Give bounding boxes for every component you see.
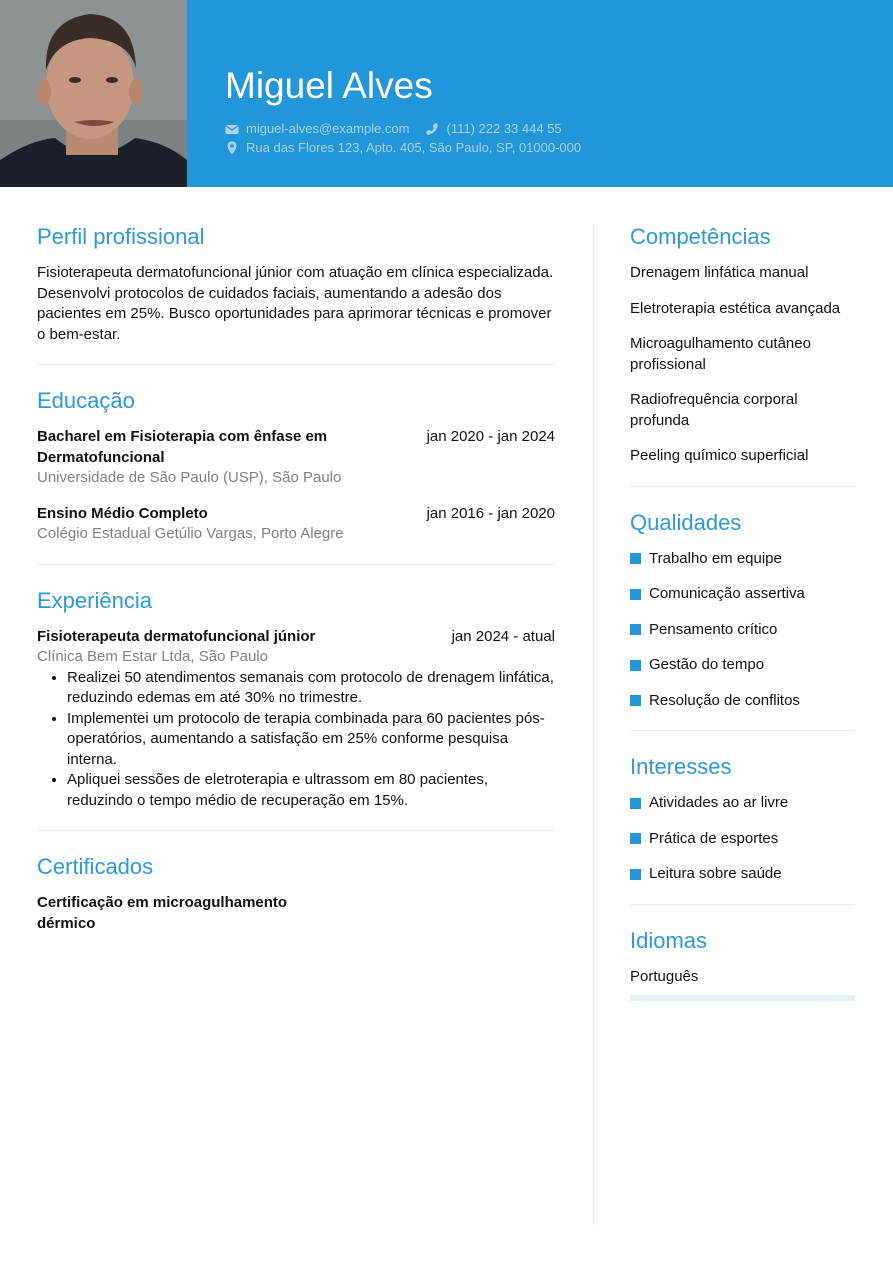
main-column	[37, 222, 555, 934]
achievement-item: • Apliquei sessões de eletroterapia e ultrassom em 80 pacientes, reduzindo o tempo médio de recuperação em 15%.	[67, 770, 555, 811]
education-entry	[37, 504, 555, 545]
section-title-languages: Idiomas	[630, 927, 708, 953]
achievement-item: • Realizei 50 atendimentos semanais com protocolo de drenagem linfática, reduzindo edemas em até 30% no trimestre.	[67, 668, 555, 709]
quality-label: Gestão do tempo	[649, 656, 765, 673]
skill-item: Radiofrequência corporal profunda	[630, 391, 798, 429]
job-title: Fisioterapeuta dermatofuncional júnior	[37, 627, 316, 645]
achievement-item: • Implementei um protocolo de terapia combinada para 60 pacientes pós-operatórios, aumentando a satisfação em 25% conforme pesquisa interna.	[67, 709, 555, 771]
section-divider	[630, 730, 855, 731]
phone-icon	[425, 122, 439, 136]
phone-number[interactable]: (111) 222 33 444 55	[446, 121, 562, 136]
languages-section	[630, 926, 855, 1002]
map-marker-icon	[225, 141, 239, 155]
square-bullet-icon	[630, 798, 641, 809]
sidebar-column	[630, 222, 855, 1001]
quality-label: Resolução de conflitos	[649, 691, 800, 709]
address: Rua das Flores 123, Apto. 405, São Paulo, SP, 01000-000	[246, 140, 582, 155]
quality-label: Trabalho em equipe	[649, 549, 782, 567]
school-name: Universidade de São Paulo (USP), São Paulo	[37, 469, 342, 486]
section-title-skills: Competências	[630, 224, 771, 249]
interest-label: Prática de esportes	[649, 829, 779, 847]
profile-summary: Fisioterapeuta dermatofuncional júnior com atuação em clínica especializada. Desenvolvi protocolos de cuidados faciais, aumentando a adesão dos pacientes em 25%. Busco oportunidades para aprimorar técnicas e promover o bem-estar.	[37, 264, 554, 343]
qualities-section	[630, 508, 855, 712]
quality-item	[630, 584, 855, 605]
education-dates: jan 2016 - jan 2020	[426, 504, 555, 522]
degree-title: Bacharel em Fisioterapia com ênfase em Dermatofuncional	[37, 428, 328, 466]
interest-item	[630, 864, 855, 885]
job-dates: jan 2024 - atual	[451, 627, 555, 645]
interest-label: Leitura sobre saúde	[649, 865, 782, 882]
resume-header	[0, 0, 893, 187]
certificate-item: Certificação em microagulhamento dérmico	[37, 894, 288, 932]
education-dates: jan 2020 - jan 2024	[426, 428, 555, 445]
square-bullet-icon	[630, 660, 641, 671]
interest-item	[630, 793, 855, 814]
interest-label: Atividades ao ar livre	[649, 794, 789, 811]
school-name: Colégio Estadual Getúlio Vargas, Porto Alegre	[37, 525, 344, 542]
section-title-qualities: Qualidades	[630, 509, 742, 535]
quality-item	[630, 655, 855, 676]
company-name: Clínica Bem Estar Ltda, São Paulo	[37, 648, 268, 665]
profile-photo	[0, 0, 187, 187]
contact-line-2	[225, 140, 581, 156]
square-bullet-icon	[630, 553, 641, 564]
interest-item	[630, 829, 855, 850]
square-bullet-icon	[630, 695, 641, 706]
language-level-fill	[630, 995, 855, 1001]
section-title-profile: Perfil profissional	[37, 224, 205, 249]
quality-item	[630, 620, 855, 641]
education-entry	[37, 427, 555, 489]
section-divider	[630, 486, 855, 487]
certificates-section	[37, 852, 555, 934]
degree-title: Ensino Médio Completo	[37, 504, 208, 522]
section-divider	[37, 830, 555, 831]
experience-section	[37, 586, 555, 812]
section-divider	[630, 904, 855, 905]
section-divider	[37, 364, 555, 365]
envelope-icon	[225, 122, 239, 136]
section-title-certificates: Certificados	[37, 854, 154, 879]
candidate-name: Miguel Alves	[225, 65, 433, 106]
contact-line-1	[225, 121, 562, 137]
section-title-education: Educação	[37, 388, 135, 413]
skill-item: Microagulhamento cutâneo profissional	[630, 335, 811, 373]
email-link[interactable]: miguel-alves@example.com	[246, 121, 410, 136]
quality-label: Pensamento crítico	[649, 620, 778, 638]
square-bullet-icon	[630, 624, 641, 635]
experience-entry	[37, 627, 555, 812]
achievement-list	[37, 668, 555, 812]
skill-item: Eletroterapia estética avançada	[630, 299, 841, 317]
skill-item: Drenagem linfática manual	[630, 264, 809, 281]
education-section	[37, 386, 555, 545]
interests-section	[630, 752, 855, 885]
column-divider	[593, 225, 594, 1225]
skills-section	[630, 222, 855, 467]
section-title-experience: Experiência	[37, 587, 152, 613]
language-level-bar	[630, 995, 855, 1001]
square-bullet-icon	[630, 833, 641, 844]
square-bullet-icon	[630, 869, 641, 880]
quality-item	[630, 691, 855, 712]
section-divider	[37, 564, 555, 565]
section-title-interests: Interesses	[630, 754, 732, 779]
skill-item: Peeling químico superficial	[630, 447, 809, 464]
language-name: Português	[630, 967, 699, 985]
quality-item	[630, 549, 855, 570]
quality-label: Comunicação assertiva	[649, 585, 805, 602]
profile-section	[37, 222, 555, 345]
square-bullet-icon	[630, 589, 641, 600]
